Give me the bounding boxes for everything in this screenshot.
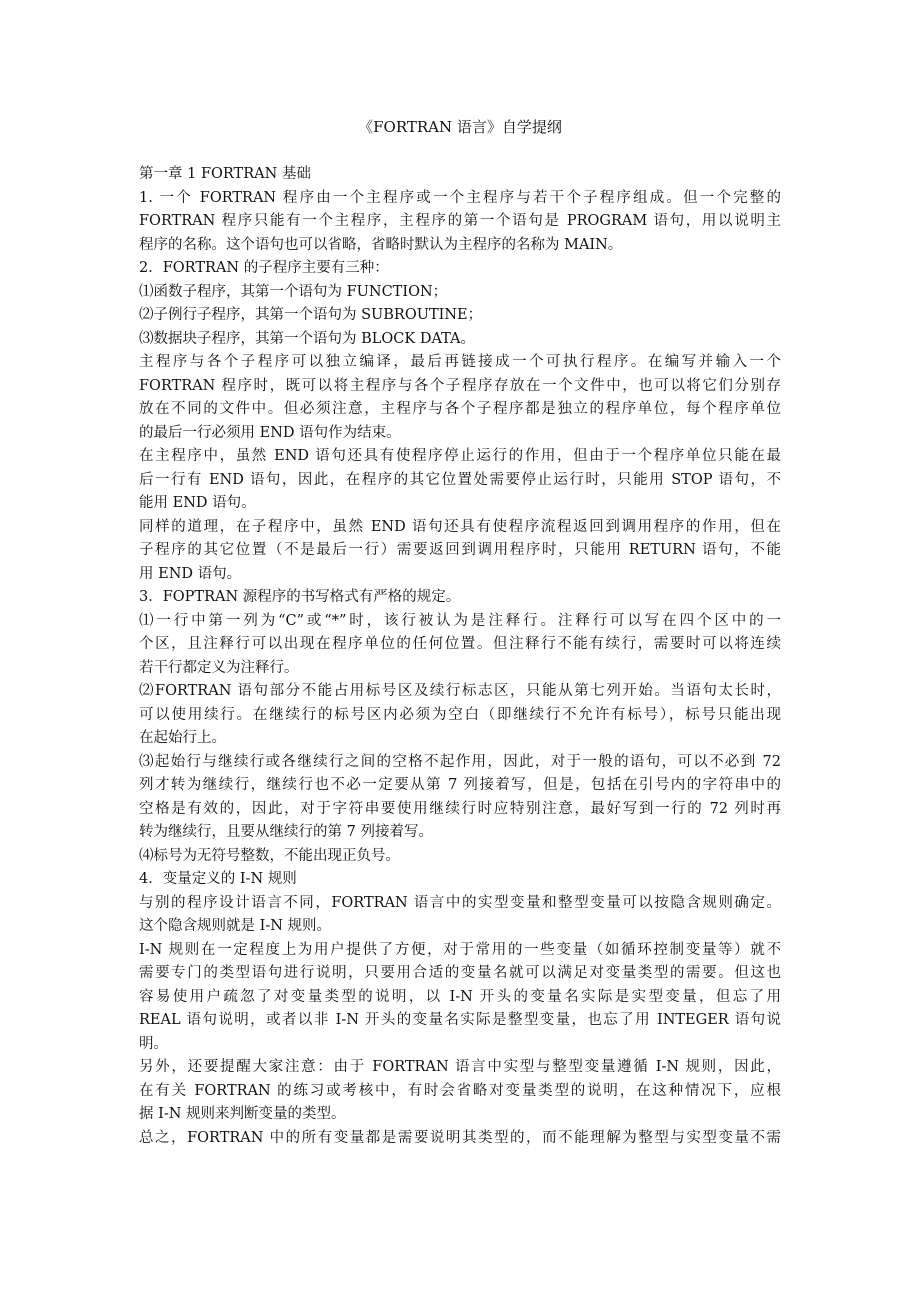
text-line: 空格是有效的，因此，对于字符串要使用继续行时应特别注意，最好写到一行的 72 列时再 bbox=[139, 800, 781, 817]
text-line: I-N 规则在一定程度上为用户提供了方便，对于常用的一些变量（如循环控制变量等）就不 bbox=[139, 941, 781, 958]
text-line: ⑶起始行与继续行或各继续行之间的空格不起作用，因此，对于一般的语句，可以不必到 72 bbox=[139, 753, 781, 770]
text-line: 程序的名称。这个语句也可以省略，省略时默认为主程序的名称为 MAIN。 bbox=[139, 236, 623, 253]
text-line: 与别的程序设计语言不同，FORTRAN 语言中的实型变量和整型变量可以按隐含规则确定。 bbox=[139, 894, 781, 911]
text-line: 另外，还要提醒大家注意：由于 FORTRAN 语言中实型与整型变量遵循 I-N 规则，因此， bbox=[139, 1059, 781, 1075]
document-body bbox=[139, 163, 781, 1150]
text-line: 在有关 FORTRAN 的练习或考核中，有时会省略对变量类型的说明，在这种情况下，应根 bbox=[139, 1082, 781, 1099]
text-line: 放在不同的文件中。但必须注意，主程序与各个子程序都是独立的程序单位，每个程序单位 bbox=[139, 401, 781, 417]
text-line: 第一章 1 FORTRAN 基础 bbox=[139, 166, 311, 182]
text-line: 在起始行上。 bbox=[139, 730, 226, 746]
text-line: 列才转为继续行，继续行也不必一定要从第 7 列接着写，但是，包括在引号内的字符串中的 bbox=[139, 777, 781, 793]
text-line: 这个隐含规则就是 I-N 规则。 bbox=[139, 918, 332, 934]
text-line: ⑷标号为无符号整数，不能出现正负号。 bbox=[139, 847, 400, 864]
text-line: 后一行有 END 语句，因此，在程序的其它位置处需要停止运行时，只能用 STOP 语句，不 bbox=[139, 471, 781, 488]
text-line: 用 END 语句。 bbox=[139, 565, 242, 582]
text-line: 个区，且注释行可以出现在程序单位的任何位置。但注释行不能有续行，需要时可以将连续 bbox=[139, 636, 781, 652]
text-line: ⑴一行中第一列为“C”或“*”时，该行被认为是注释行。注释行可以写在四个区中的一 bbox=[139, 612, 781, 629]
text-line: REAL 语句说明，或者以非 I-N 开头的变量名实际是整型变量，也忘了用 INTEGER 语句说 bbox=[139, 1012, 781, 1028]
text-line: 能用 END 语句。 bbox=[139, 495, 256, 511]
text-line: 2．FORTRAN 的子程序主要有三种： bbox=[139, 260, 389, 276]
text-line: 可以使用续行。在继续行的标号区内必须为空白（即继续行不允许有标号），标号只能出现 bbox=[139, 706, 781, 723]
text-line: 在主程序中，虽然 END 语句还具有使程序停止运行的作用，但由于一个程序单位只能在最 bbox=[139, 448, 781, 464]
text-line: 1. 一个 FORTRAN 程序由一个主程序或一个主程序与若干个子程序组成。但一个完整的 bbox=[139, 189, 781, 206]
text-line: ⑵子例行子程序，其第一个语句为 SUBROUTINE； bbox=[139, 307, 483, 323]
text-line: 明。 bbox=[139, 1035, 168, 1052]
text-line: 需要专门的类型语句进行说明，只要用合适的变量名就可以满足对变量类型的需要。但这也 bbox=[139, 965, 781, 981]
text-line: 转为继续行，且要从继续行的第 7 列接着写。 bbox=[139, 824, 433, 840]
document-title: 《FORTRAN 语言》自学提纲 bbox=[358, 118, 562, 136]
text-line: 4．变量定义的 I-N 规则 bbox=[139, 871, 297, 887]
text-line: 总之，FORTRAN 中的所有变量都是需要说明其类型的，而不能理解为整型与实型变量不需 bbox=[139, 1129, 781, 1146]
text-line: 的最后一行必须用 END 语句作为结束。 bbox=[139, 424, 401, 441]
text-line: ⑵FORTRAN 语句部分不能占用标号区及续行标志区，只能从第七列开始。当语句太长时， bbox=[139, 683, 781, 699]
text-line: 容易使用户疏忽了对变量类型的说明，以 I-N 开头的变量名实际是实型变量，但忘了用 bbox=[139, 988, 781, 1005]
text-line: FORTRAN 程序只能有一个主程序，主程序的第一个语句是 PROGRAM 语句，用以说明主 bbox=[139, 213, 781, 229]
text-line: FORTRAN 程序时，既可以将主程序与各个子程序存放在一个文件中，也可以将它们分别存 bbox=[139, 377, 781, 394]
text-line: 若干行都定义为注释行。 bbox=[139, 659, 299, 676]
text-line: 子程序的其它位置（不是最后一行）需要返回到调用程序时，只能用 RETURN 语句，不能 bbox=[139, 542, 781, 558]
text-line: 据 I-N 规则来判断变量的类型。 bbox=[139, 1106, 346, 1122]
text-line: ⑶数据块子程序，其第一个语句为 BLOCK DATA。 bbox=[139, 330, 475, 347]
text-line: 同样的道理，在子程序中，虽然 END 语句还具有使程序流程返回到调用程序的作用，但在 bbox=[139, 518, 781, 535]
text-line: 3．FOPTRAN 源程序的书写格式有严格的规定。 bbox=[139, 589, 461, 605]
text-line: 主程序与各个子程序可以独立编译，最后再链接成一个可执行程序。在编写并输入一个 bbox=[139, 354, 781, 370]
text-line: ⑴函数子程序，其第一个语句为 FUNCTION； bbox=[139, 283, 448, 300]
